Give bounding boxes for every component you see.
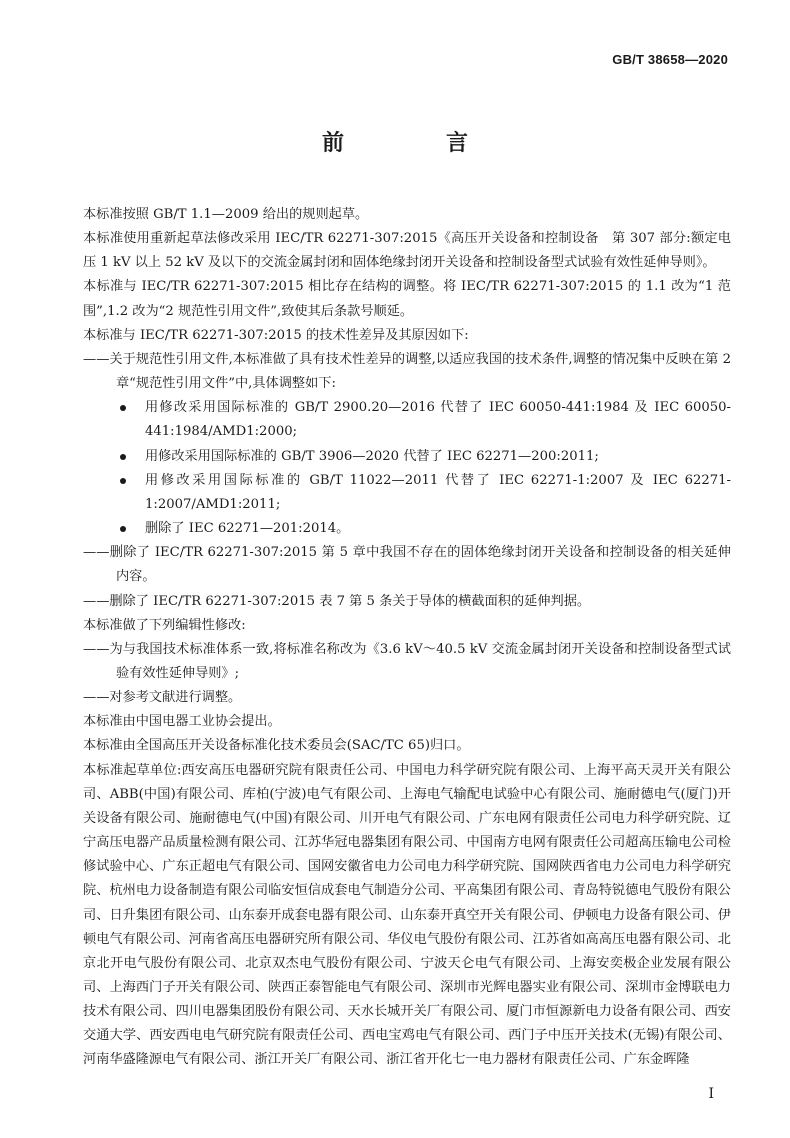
bullet-text: 删除了 IEC 62271—201:2014。 — [145, 521, 350, 537]
dash-item-bibliography: ——对参考文献进行调整。 — [83, 690, 242, 706]
bullet-text: 用修改采用国际标准的 GB/T 11022—2011 代替了 IEC 62271-1:2007 及 IEC 62271-1:2007/AMD1:2011; — [145, 472, 731, 512]
bullet-text: 用修改采用国际标准的 GB/T 3906—2020 代替了 IEC 62271—200:2011; — [145, 448, 599, 464]
standard-code: GB/T 38658—2020 — [612, 52, 728, 67]
paragraph-technical-differences: 本标准与 IEC/TR 62271-307:2015 的技术性差异及其原因如下: — [83, 327, 469, 343]
bullet-text: 用修改采用国际标准的 GB/T 2900.20—2016 代替了 IEC 60050-441:1984 及 IEC 60050-441:1984/AMD1:2000; — [145, 400, 731, 440]
paragraph-drafting-rules: 本标准按照 GB/T 1.1—2009 给出的规则起草。 — [83, 207, 369, 222]
dash-item-deleted-chapter5: ——删除了 IEC/TR 62271-307:2015 第 5 章中我国不存在的固体绝缘封闭开关设备和控制设备的相关延伸内容。 — [83, 545, 731, 585]
dash-item-rename: ——为与我国技术标准体系一致,将标准名称改为《3.6 kV～40.5 kV 交流金属封闭开关设备和控制设备型式试验有效性延伸导则》; — [83, 641, 731, 681]
bullet-item — [83, 445, 731, 469]
bullet-item — [83, 396, 731, 444]
bullet-dot-icon — [120, 454, 126, 460]
page-title: 前 言 — [321, 131, 508, 156]
bullet-dot-icon — [120, 405, 126, 411]
paragraph-adoption: 本标准使用重新起草法修改采用 IEC/TR 62271-307:2015《高压开关设备和控制设备 第 307 部分:额定电压 1 kV 以上 52 kV 及以下的交流金属封闭和固体绝缘封闭开关设备和控制设备型式试验有效性延伸导则》。 — [83, 231, 731, 271]
document-body — [83, 203, 731, 1073]
dash-item-normative-refs: ——关于规范性引用文件,本标准做了具有技术性差异的调整,以适应我国的技术条件,调整的情况集中反映在第 2 章“规范性引用文件”中,具体调整如下: — [83, 351, 731, 392]
bullet-item — [83, 469, 731, 517]
paragraph-committee: 本标准由全国高压开关设备标准化技术委员会(SAC/TC 65)归口。 — [83, 738, 470, 754]
paragraph-drafting-units: 本标准起草单位:西安高压电器研究院有限责任公司、中国电力科学研究院有限公司、上海平高天灵开关有限公司、ABB(中国)有限公司、库柏(宁波)电气有限公司、上海电气输配电试验中心有限公司、施耐德电气(厦门)开关设备有限公司、施耐德电气(中国)有限公司、川开电气有限公司、广东电网有限责任公司电力科学研究院、辽宁高压电器产品质量检测有限公司、江苏华冠电器集团有限公司、中国南方电网有限责任公司超高压输电公司检修试验中心、广东正超电气有限公司、国网安徽省电力公司电力科学研究院、国网陕西省电力公司电力科学研究院、杭州电力设备制造有限公司临安恒信成套电气制造分公司、平高集团有限公司、青岛特锐德电气股份有限公司、日升集团有限公司、山东泰开成套电器有限公司、山东泰开真空开关有限公司、伊顿电力设备有限公司、伊顿电气有限公司、河南省高压电器研究所有限公司、华仪电气股份有限公司、江苏省如高高压电器有限公司、北京北开电气股份有限公司、北京双杰电气股份有限公司、宁波天仑电气有限公司、上海安奕极企业发展有限公司、上海西门子开关有限公司、陕西正泰智能电气有限公司、深圳市光辉电器实业有限公司、深圳市金博联电力技术有限公司、四川电器集团股份有限公司、天水长城开关厂有限公司、厦门市恒源新电力设备有限公司、西安交通大学、西安西电电气研究院有限责任公司、西电宝鸡电气有限公司、西门子中压开关技术(无锡)有限公司、河南华盛隆源电气有限公司、浙江开关厂有限公司、浙江省开化七一电力器材有限责任公司、广东金晖隆 — [83, 762, 731, 1068]
bullet-dot-icon — [120, 526, 126, 532]
dash-item-deleted-table7: ——删除了 IEC/TR 62271-307:2015 表 7 第 5 条关于导体的横截面积的延伸判据。 — [83, 593, 591, 609]
bullet-dot-icon — [120, 478, 126, 484]
paragraph-proposer: 本标准由中国电器工业协会提出。 — [83, 714, 281, 730]
page-number: I — [708, 1086, 714, 1102]
paragraph-structure: 本标准与 IEC/TR 62271-307:2015 相比存在结构的调整。将 IEC/TR 62271-307:2015 的 1.1 改为“1 范围”,1.2 改为“2 规范性引用文件”,致使其后条款号顺延。 — [83, 279, 731, 319]
paragraph-editorial-changes: 本标准做了下列编辑性修改: — [83, 617, 246, 633]
bullet-item — [83, 517, 731, 541]
